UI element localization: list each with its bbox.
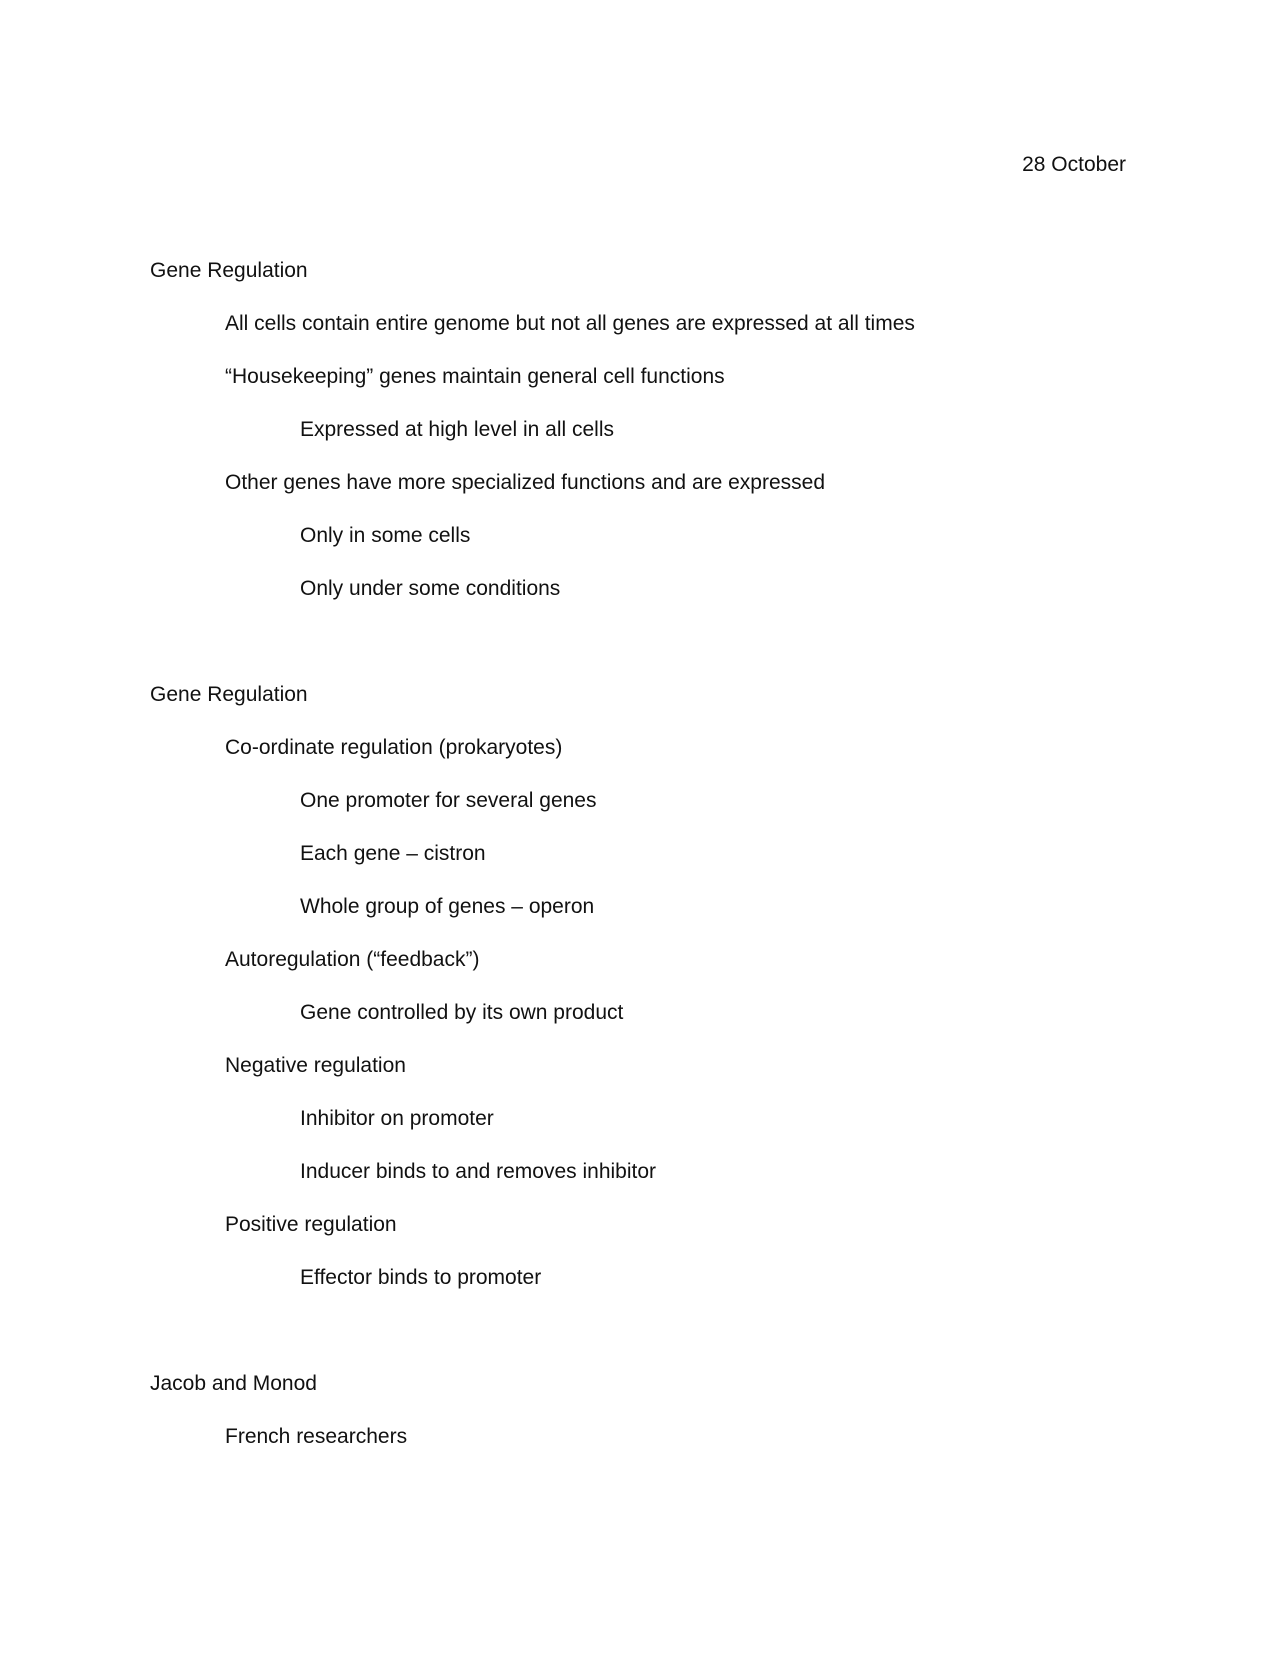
- note-subline: One promoter for several genes: [300, 789, 597, 812]
- section-heading: Jacob and Monod: [150, 1372, 317, 1395]
- note-subline: Only under some conditions: [300, 577, 561, 600]
- section-heading: Gene Regulation: [150, 259, 308, 282]
- note-line: French researchers: [225, 1425, 408, 1448]
- note-subline: Inducer binds to and removes inhibitor: [300, 1160, 657, 1183]
- note-line: Co-ordinate regulation (prokaryotes): [225, 736, 563, 759]
- date-label: 28 October: [1022, 153, 1126, 176]
- section-heading: Gene Regulation: [150, 683, 308, 706]
- note-line: Positive regulation: [225, 1213, 397, 1236]
- note-subline: Inhibitor on promoter: [300, 1107, 494, 1130]
- note-line: Other genes have more specialized functions and are expressed: [225, 471, 826, 494]
- note-subline: Expressed at high level in all cells: [300, 418, 614, 441]
- note-subline: Each gene – cistron: [300, 842, 486, 865]
- note-line: Negative regulation: [225, 1054, 406, 1077]
- note-line: Autoregulation (“feedback”): [225, 948, 480, 971]
- note-subline: Effector binds to promoter: [300, 1266, 542, 1289]
- note-subline: Whole group of genes – operon: [300, 895, 595, 918]
- note-subline: Only in some cells: [300, 524, 471, 547]
- note-line: All cells contain entire genome but not all genes are expressed at all times: [225, 312, 915, 335]
- note-subline: Gene controlled by its own product: [300, 1001, 624, 1024]
- note-line: “Housekeeping” genes maintain general cell functions: [225, 365, 725, 388]
